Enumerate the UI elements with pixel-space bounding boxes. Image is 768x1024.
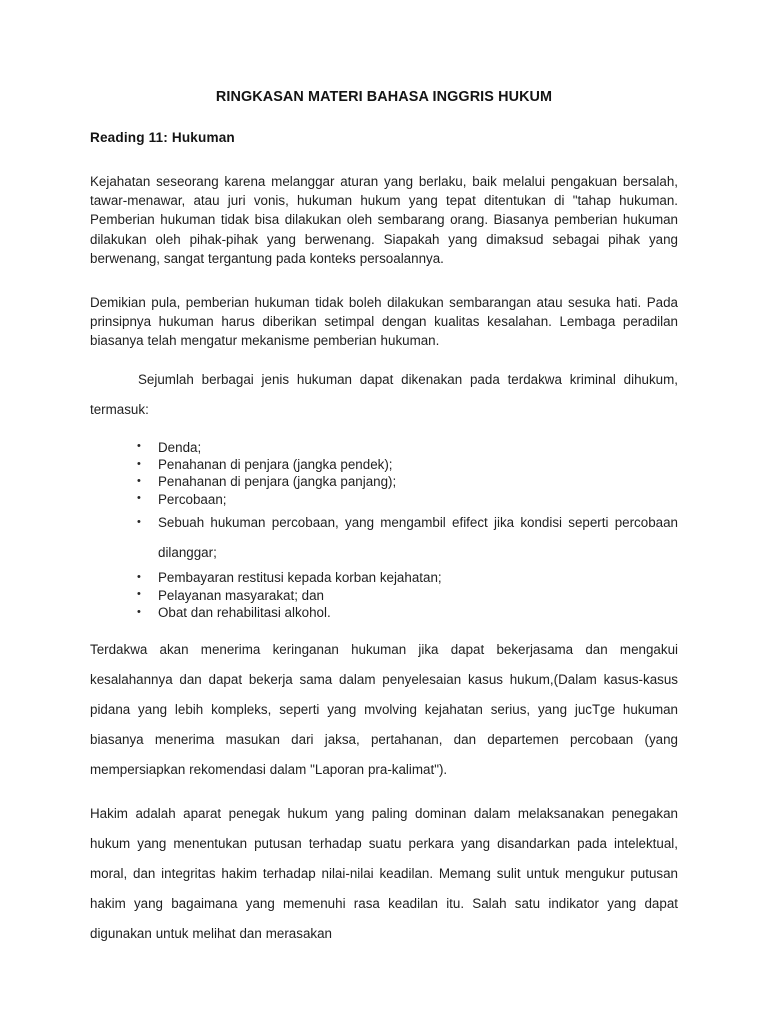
document-title: RINGKASAN MATERI BAHASA INGGRIS HUKUM — [215, 89, 553, 105]
list-item: • Percobaan; — [90, 491, 678, 508]
list-item: • Sebuah hukuman percobaan, yang mengambil efifect jika kondisi seperti percobaan dilanggar; — [90, 508, 678, 568]
paragraph-5: Hakim adalah aparat penegak hukum yang paling dominan dalam melaksanakan penegakan hukum yang menentukan putusan terhadap suatu perkara yang disandarkan pada intelektual, moral, dan integritas hakim terhadap nilai-nilai keadilan. Memang sulit untuk mengukur putusan hakim yang bagaimana yang memenuhi rasa keadilan itu. Salah satu indikator yang dapat digunakan untuk melihat dan merasakan — [90, 806, 678, 942]
paragraph-1: Kejahatan seseorang karena melanggar aturan yang berlaku, baik melalui pengakuan bersalah, tawar-menawar, atau juri vonis, hukuman hukum yang tepat ditentukan di "tahap hukuman. Pemberian hukuman tidak bisa dilakukan oleh sembarang orang. Biasanya pemberian hukuman dilakukan oleh pihak-pihak yang berwenang. Siapakah yang dimaksud sebagai pihak yang berwenang, sangat tergantung pada konteks persoalannya. — [90, 173, 678, 266]
section-heading-reading-11: Reading 11: Hukuman — [90, 130, 235, 145]
paragraph-4: Terdakwa akan menerima keringanan hukuman jika dapat bekerjasama dan mengakui kesalahannya dan dapat bekerja sama dalam penyelesaian kasus hukum,(Dalam kasus-kasus pidana yang lebih kompleks, seperti yang mvolving kejahatan serius, yang jucTge hukuman biasanya menerima masukan dari jaksa, pertahanan, dan departemen percobaan (yang mempersiapkan rekomendasi dalam "Laporan pra-kalimat"). — [90, 642, 678, 778]
list-item: • Pelayanan masyarakat; dan — [90, 587, 678, 604]
paragraph-2: Demikian pula, pemberian hukuman tidak boleh dilakukan sembarangan atau sesuka hati. Pada prinsipnya hukuman harus diberikan setimpal dengan kualitas kesalahan. Lembaga peradilan biasanya telah mengatur mekanisme pemberian hukuman. — [90, 295, 678, 349]
list-item: • Penahanan di penjara (jangka pendek); — [90, 456, 678, 473]
punishment-list — [90, 425, 678, 622]
list-item: • Penahanan di penjara (jangka panjang); — [90, 473, 678, 490]
paragraph-3-list-intro: Sejumlah berbagai jenis hukuman dapat dikenakan pada terdakwa kriminal dihukum, termasuk: — [90, 371, 678, 417]
list-item: • Pembayaran restitusi kepada korban kejahatan; — [90, 569, 678, 586]
paragraph-5-clipped-region — [90, 785, 678, 945]
list-item: • Denda; — [90, 439, 678, 456]
list-item: • Obat dan rehabilitasi alkohol. — [90, 604, 678, 621]
